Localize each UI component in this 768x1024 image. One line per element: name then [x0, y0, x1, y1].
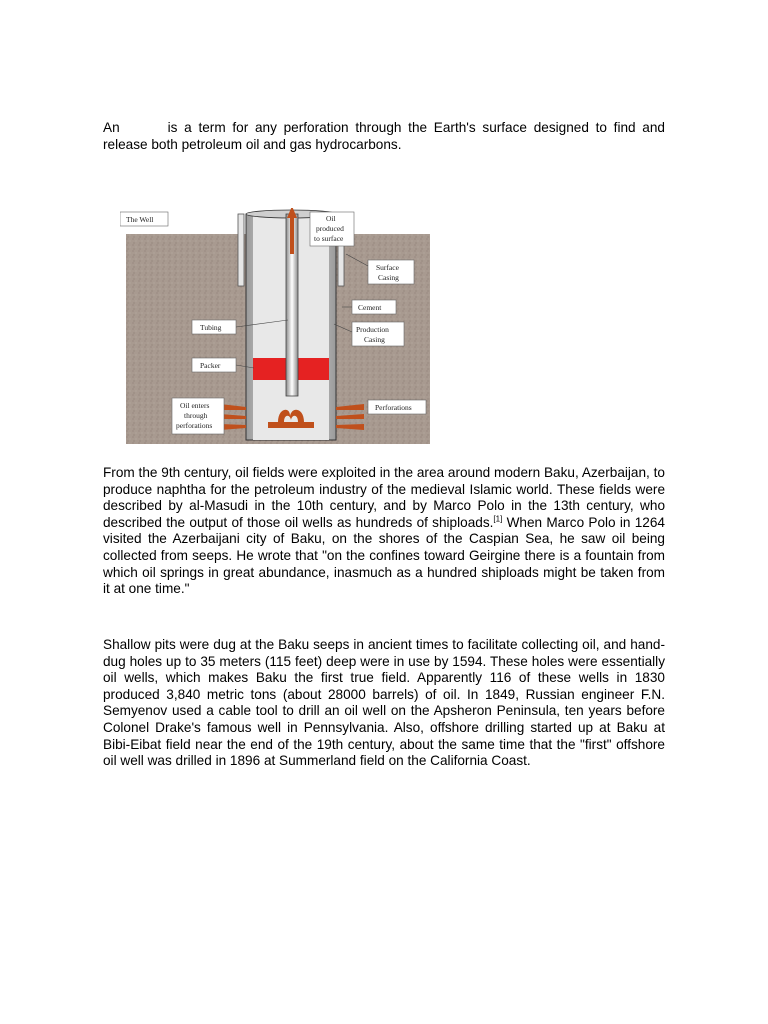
svg-text:Packer: Packer: [200, 361, 221, 370]
svg-text:produced: produced: [316, 224, 344, 233]
intro-rest: is a term for any perforation through the Earth's surface designed to find and release both petroleum oil and gas hydrocarbons.: [103, 120, 665, 152]
svg-text:perforations: perforations: [176, 421, 213, 430]
label-oil-enters: [172, 398, 224, 434]
svg-text:through: through: [184, 411, 208, 420]
svg-text:Perforations: Perforations: [375, 403, 412, 412]
svg-text:Casing: Casing: [364, 335, 385, 344]
label-the-well: [120, 212, 168, 226]
svg-text:The Well: The Well: [126, 215, 154, 224]
svg-text:to surface: to surface: [314, 234, 344, 243]
label-oil-produced: [310, 212, 354, 246]
oil-well-diagram: [120, 208, 452, 444]
svg-text:Tubing: Tubing: [200, 323, 222, 332]
svg-text:Surface: Surface: [376, 263, 399, 272]
history-paragraph-2: Shallow pits were dug at the Baku seeps in ancient times to facilitate collecting oil, and hand-dug holes up to 35 meters (115 feet) deep were in use by 1594. These holes were essentially oil wells, which makes Baku the first true field. Apparently 116 of these wells in 1830 produced 3,840 metric tons (about 28000 barrels) of oil. In 1849, Russian engineer F.N. Semyenov used a cable tool to drill an oil well on the Apsheron Peninsula, ten years before Colonel Drake's famous well in Pennsylvania. Also, offshore drilling started up at Baku at Bibi-Eibat field near the end of the 19th century, about the same time that the "first" offshore oil well was drilled in 1896 at Summerland field on the California Coast.: [103, 637, 665, 769]
intro-paragraph: [103, 120, 665, 153]
perforations-right: [336, 404, 364, 430]
intro-start: An: [103, 120, 120, 135]
history-1-text-b: When Marco Polo in 1264 visited the Azerbaijani city of Baku, on the shores of the Caspian Sea, he saw oil being collected from seeps. He wrote that "on the confines toward Geirgine there is a fountain from which oil springs in great abundance, inasmuch as a hundred shiploads might be taken from it at one time.": [103, 514, 665, 597]
label-perforations: [368, 400, 426, 414]
history-paragraph-1: [103, 465, 665, 598]
surface-casing-left: [238, 214, 244, 286]
svg-text:Casing: Casing: [378, 273, 399, 282]
svg-text:Oil enters: Oil enters: [180, 401, 210, 410]
svg-text:Production: Production: [356, 325, 389, 334]
svg-text:Cement: Cement: [358, 303, 382, 312]
footnote-ref[interactable]: [1]: [493, 514, 503, 524]
history-1-text-a: From the 9th century, oil fields were exploited in the area around modern Baku, Azerbaijan, to produce naphtha for the petroleum industry of the medieval Islamic world. These fields were described by al-Masudi in the 10th century, and by Marco Polo in the 13th century, who described the output of those oil wells as hundreds of shiploads.: [103, 465, 665, 530]
svg-text:Oil: Oil: [326, 214, 336, 223]
